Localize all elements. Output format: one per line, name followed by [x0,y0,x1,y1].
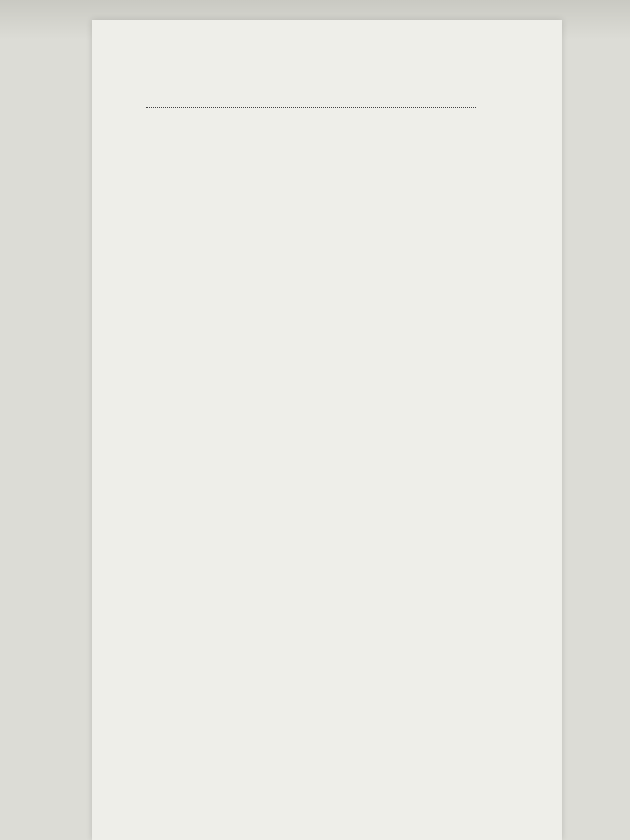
table-of-contents [144,96,522,108]
leader-dots [146,96,476,108]
toc-index-entry [144,96,522,108]
book-page [92,20,562,840]
